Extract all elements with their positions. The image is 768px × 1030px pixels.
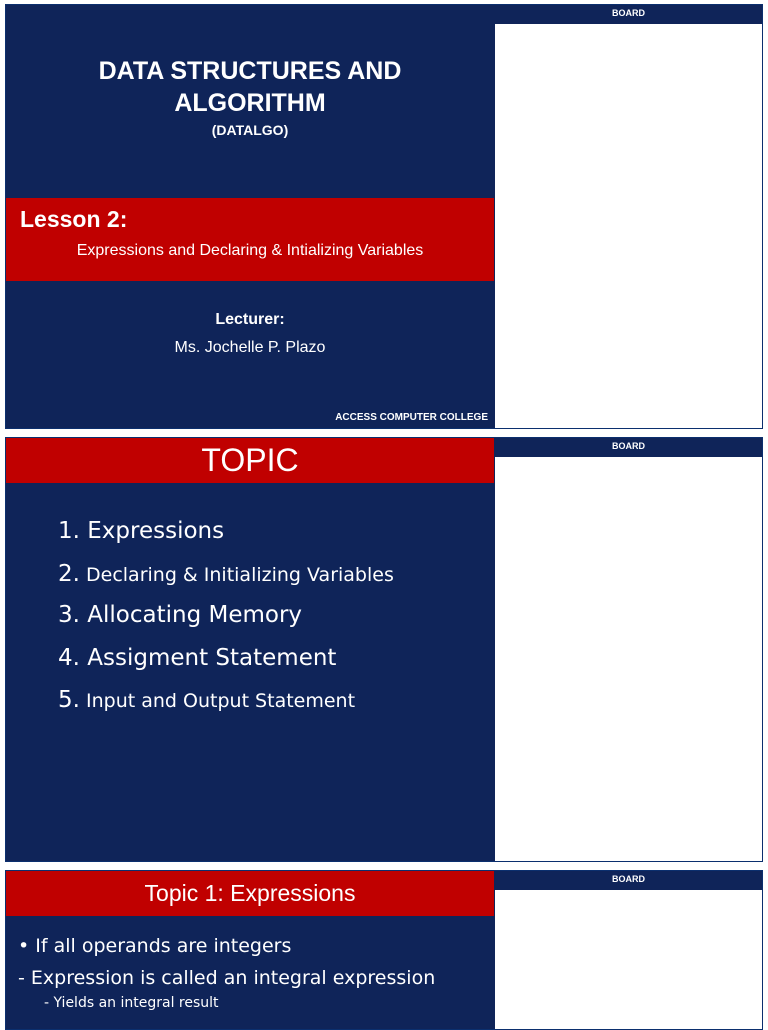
board-panel — [494, 871, 762, 1029]
topic-text: Assigment Statement — [87, 645, 337, 671]
course-title-line-1: DATA STRUCTURES AND — [98, 57, 402, 85]
topic-text: Declaring & Initializing Variables — [86, 564, 394, 586]
lecturer-label: Lecturer: — [215, 311, 285, 328]
topic-item-4 — [58, 645, 394, 687]
topic-number: 4. — [58, 645, 80, 671]
slide-3[interactable] — [5, 870, 763, 1030]
slide-3-content — [6, 871, 494, 1029]
slide-1-content — [6, 5, 494, 428]
topic-number: 5. — [58, 687, 80, 713]
topic-number: 3. — [58, 602, 80, 628]
lecturer-name: Ms. Jochelle P. Plazo — [174, 339, 326, 356]
course-code: (DATALGO) — [211, 122, 289, 138]
topic-number: 1. — [58, 518, 80, 544]
board-panel — [494, 438, 762, 861]
topic-item-3 — [58, 602, 394, 645]
slide-1[interactable] — [5, 4, 763, 429]
board-label: BOARD — [495, 871, 762, 890]
lesson-title: Expressions and Declaring & Intializing Variables — [76, 242, 424, 259]
topic-text: Allocating Memory — [87, 602, 303, 628]
lesson-banner — [6, 198, 494, 281]
topic-number: 2. — [58, 561, 80, 587]
bullet-item: • If all operands are integers — [18, 935, 292, 957]
topic-list — [58, 518, 394, 727]
topic-text: Expressions — [87, 518, 225, 544]
slide-2[interactable] — [5, 437, 763, 862]
board-panel — [494, 5, 762, 428]
board-label: BOARD — [495, 438, 762, 457]
board-label: BOARD — [495, 5, 762, 24]
lesson-label: Lesson 2: — [20, 206, 128, 232]
bullet-list — [18, 935, 435, 1011]
bullet-item: - Expression is called an integral expression — [18, 967, 436, 989]
college-name: ACCESS COMPUTER COLLEGE — [335, 412, 488, 423]
topic-item-1 — [58, 518, 394, 561]
topic-item-2 — [58, 561, 394, 602]
topic-item-5 — [58, 687, 394, 727]
topic-header: TOPIC — [6, 438, 494, 483]
sub-bullet-item: - Yields an integral result — [44, 995, 219, 1011]
topic-text: Input and Output Statement — [86, 690, 356, 712]
course-title-line-2: ALGORITHM — [174, 89, 326, 117]
course-title — [6, 55, 494, 119]
slide-2-content — [6, 438, 494, 861]
topic-1-header: Topic 1: Expressions — [6, 871, 494, 916]
